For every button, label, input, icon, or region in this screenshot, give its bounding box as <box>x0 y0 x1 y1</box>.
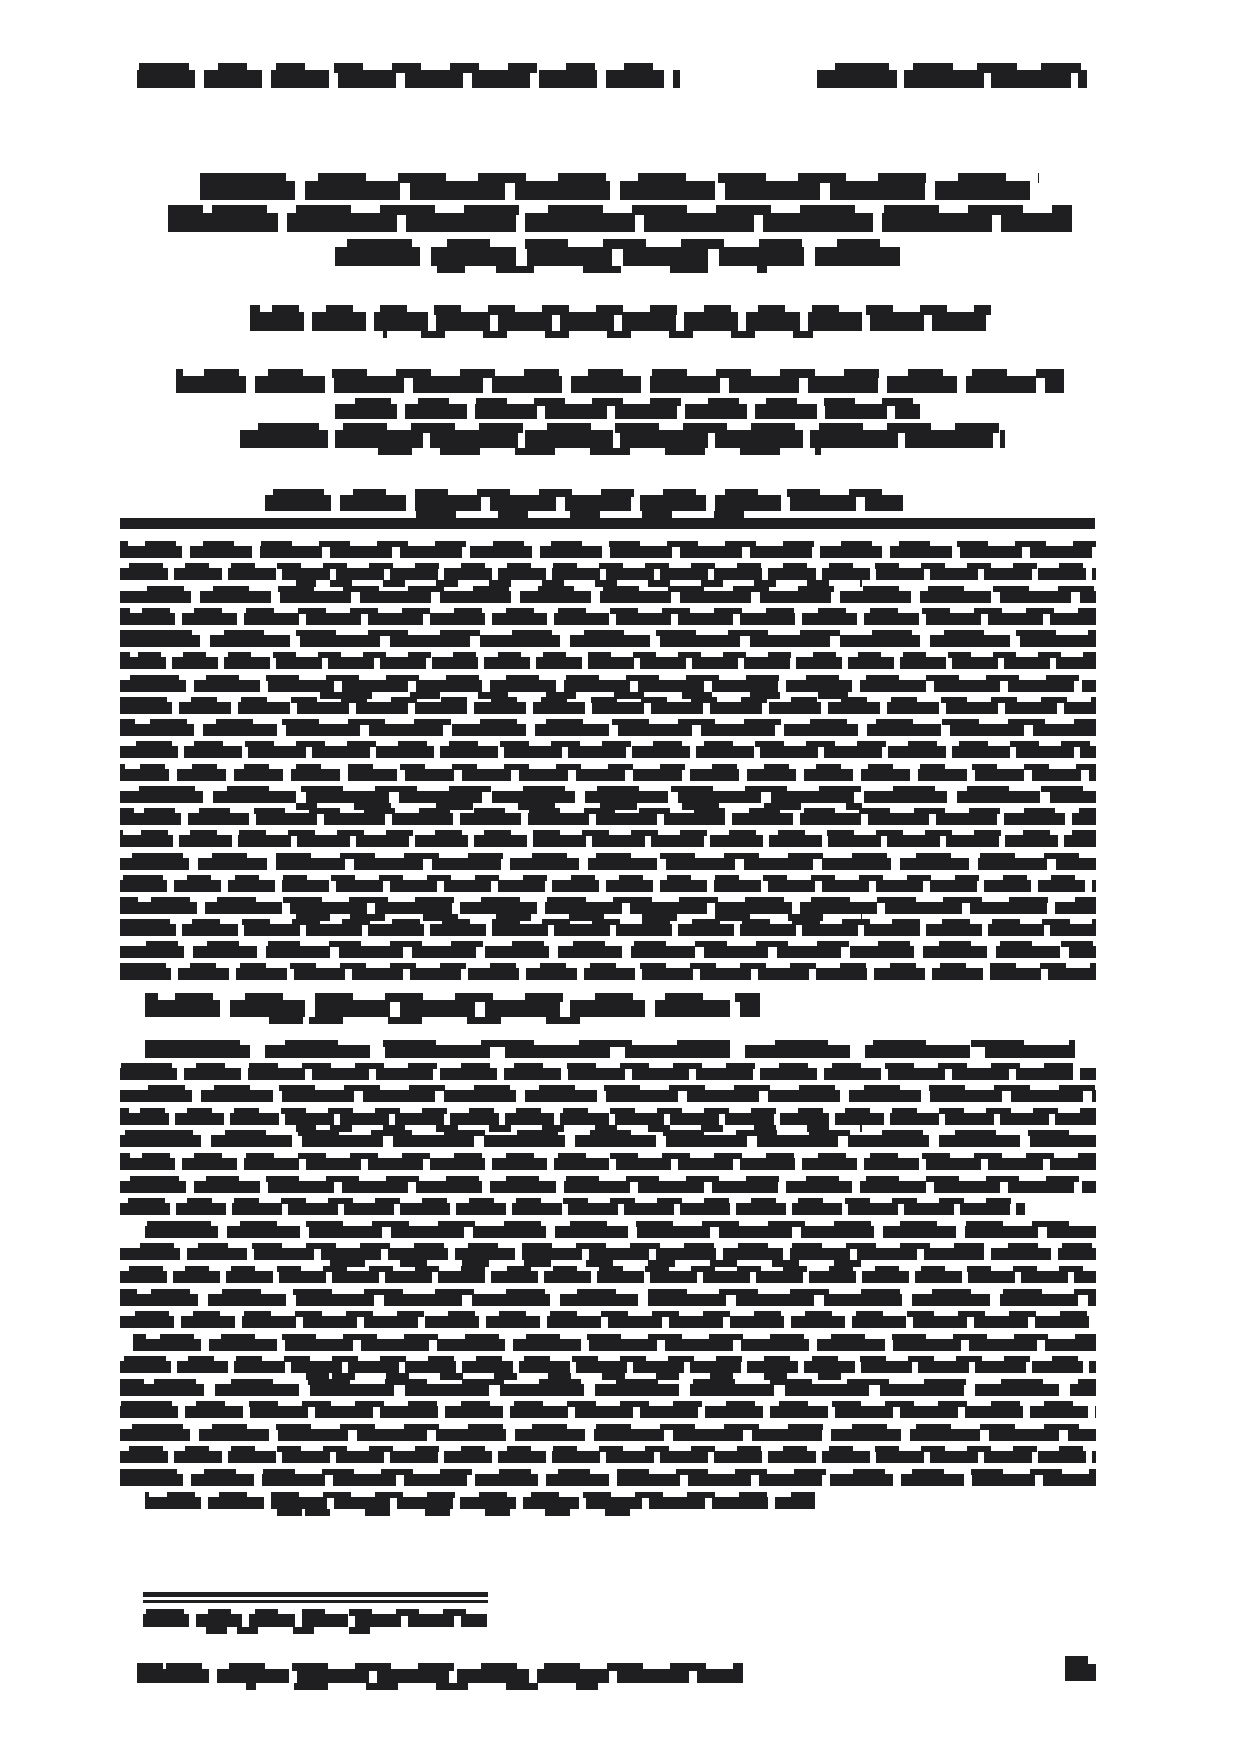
abstract-text-line <box>120 853 1096 870</box>
section-heading-line <box>145 1040 1075 1058</box>
affiliation-line <box>335 398 920 419</box>
abstract-text-line <box>120 586 1096 603</box>
title-line <box>335 239 903 273</box>
title-line <box>168 205 1072 232</box>
body-text-line <box>120 1401 1096 1418</box>
body-text-line <box>120 1311 1096 1328</box>
body-text-line <box>120 1356 1096 1380</box>
abstract-text-line <box>120 719 1096 736</box>
body-text-line <box>120 1243 1096 1267</box>
running-head-left <box>137 63 680 88</box>
date-line <box>265 489 903 518</box>
page-number-block <box>1065 1656 1088 1664</box>
abstract-text-line <box>120 652 1096 669</box>
body-text-line <box>145 1492 815 1516</box>
abstract-text-line <box>120 563 1096 587</box>
abstract-text-line <box>120 541 1096 558</box>
body-text-line <box>120 1130 1096 1147</box>
abstract-text-line <box>120 830 1096 847</box>
abstract-text-line <box>120 608 1096 625</box>
body-text-line <box>120 1379 1096 1396</box>
body-text-line <box>120 1289 1096 1306</box>
body-text-line <box>120 1108 1096 1132</box>
body-text-line <box>120 1424 1096 1441</box>
body-text-line <box>120 1085 1096 1102</box>
body-text-line <box>120 1063 1096 1080</box>
abstract-text-line <box>120 675 1096 699</box>
title-rule <box>120 518 1095 529</box>
keywords-line <box>145 993 760 1024</box>
body-text-line <box>120 1469 1096 1486</box>
page-number-block <box>1065 1664 1096 1681</box>
running-head-right <box>817 63 1087 88</box>
abstract-text-line <box>120 897 1096 921</box>
body-text-line <box>120 1176 1096 1193</box>
body-text-line <box>133 1334 1096 1351</box>
abstract-text-line <box>120 741 1096 758</box>
footnote-rule <box>143 1600 488 1603</box>
abstract-text-line <box>120 630 1096 647</box>
body-text-line <box>145 1221 1096 1238</box>
body-text-line <box>120 1153 1096 1170</box>
footer-text-line <box>137 1663 743 1690</box>
abstract-text-line <box>120 808 1096 825</box>
abstract-text-line <box>120 875 1096 892</box>
abstract-text-line <box>120 764 1096 781</box>
abstract-text-line <box>120 963 1096 980</box>
abstract-text-line <box>120 941 1096 958</box>
footnote-text-line <box>143 1609 487 1634</box>
abstract-text-line <box>120 697 1096 714</box>
body-text-line <box>120 1446 1096 1463</box>
footnote-rule <box>143 1592 488 1597</box>
author-line <box>250 305 991 338</box>
body-text-line <box>120 1198 1025 1215</box>
abstract-text-line <box>120 786 1096 810</box>
body-text-line <box>120 1266 1096 1283</box>
email-line <box>240 423 1005 455</box>
affiliation-line <box>176 369 1064 393</box>
title-line <box>200 173 1039 200</box>
abstract-text-line <box>120 919 1096 936</box>
